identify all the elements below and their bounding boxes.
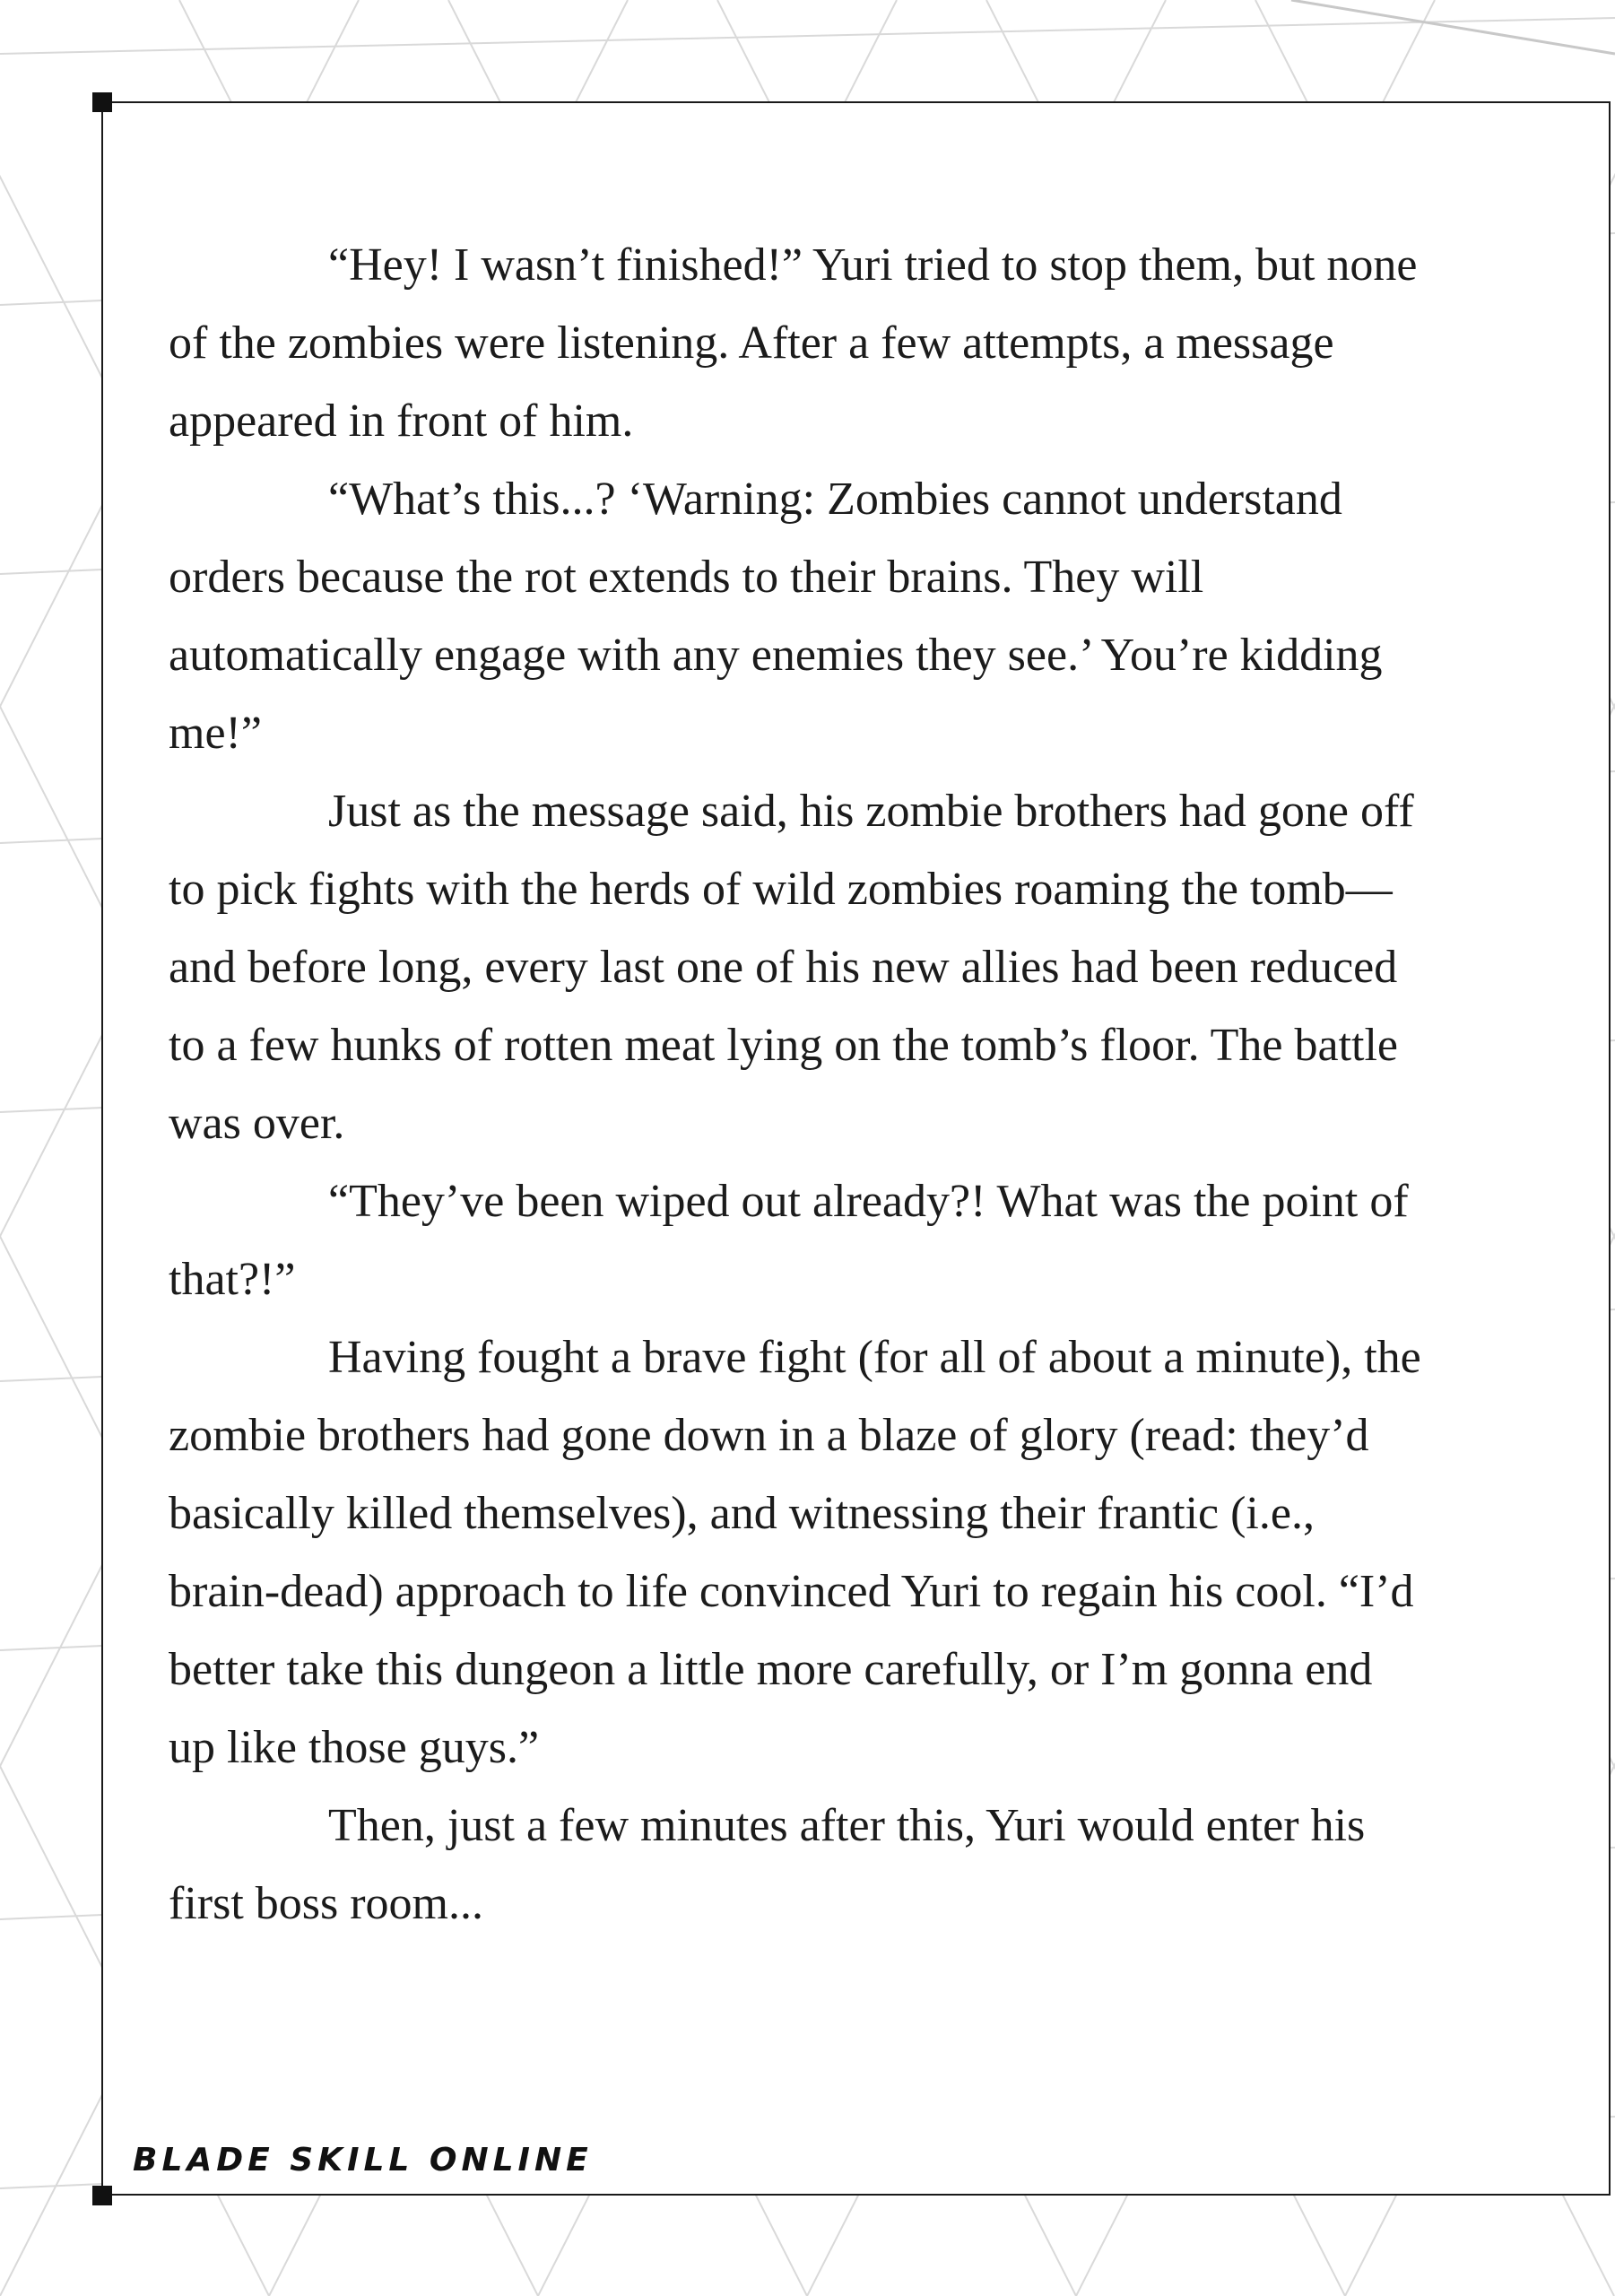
body-text	[169, 226, 1424, 1943]
paragraph: “What’s this...? ‘Warning: Zombies cannot understand orders because the rot extends to their brains. They will automatically engage with any enemies they see.’ You’re kidding me!”	[169, 474, 1383, 759]
corner-mark-top	[92, 92, 112, 112]
paragraph: “They’ve been wiped out already?! What was the point of that?!”	[169, 1176, 1409, 1305]
paragraph: “Hey! I wasn’t finished!” Yuri tried to stop them, but none of the zombies were listening. After a few attempts, a message appeared in front of him.	[169, 239, 1418, 447]
paragraph: Just as the message said, his zombie brothers had gone off to pick fights with the herds of wild zombies roaming the tomb—and before long, every last one of his new allies had been reduced to a few hunks of rotten meat lying on the tomb’s floor. The battle was over.	[169, 786, 1414, 1149]
running-footer-title: BLADE SKILL ONLINE	[133, 2142, 593, 2179]
corner-mark-bottom	[92, 2186, 112, 2205]
paragraph: Having fought a brave fight (for all of about a minute), the zombie brothers had gone down in a blaze of glory (read: they’d basically killed themselves), and witnessing their frantic (i.e., brain-dead) approach to life convinced Yuri to regain his cool. “I’d better take this dungeon a little more carefully, or I’m gonna end up like those guys.”	[169, 1332, 1421, 1773]
paragraph: Then, just a few minutes after this, Yuri would enter his first boss room...	[169, 1800, 1366, 1929]
